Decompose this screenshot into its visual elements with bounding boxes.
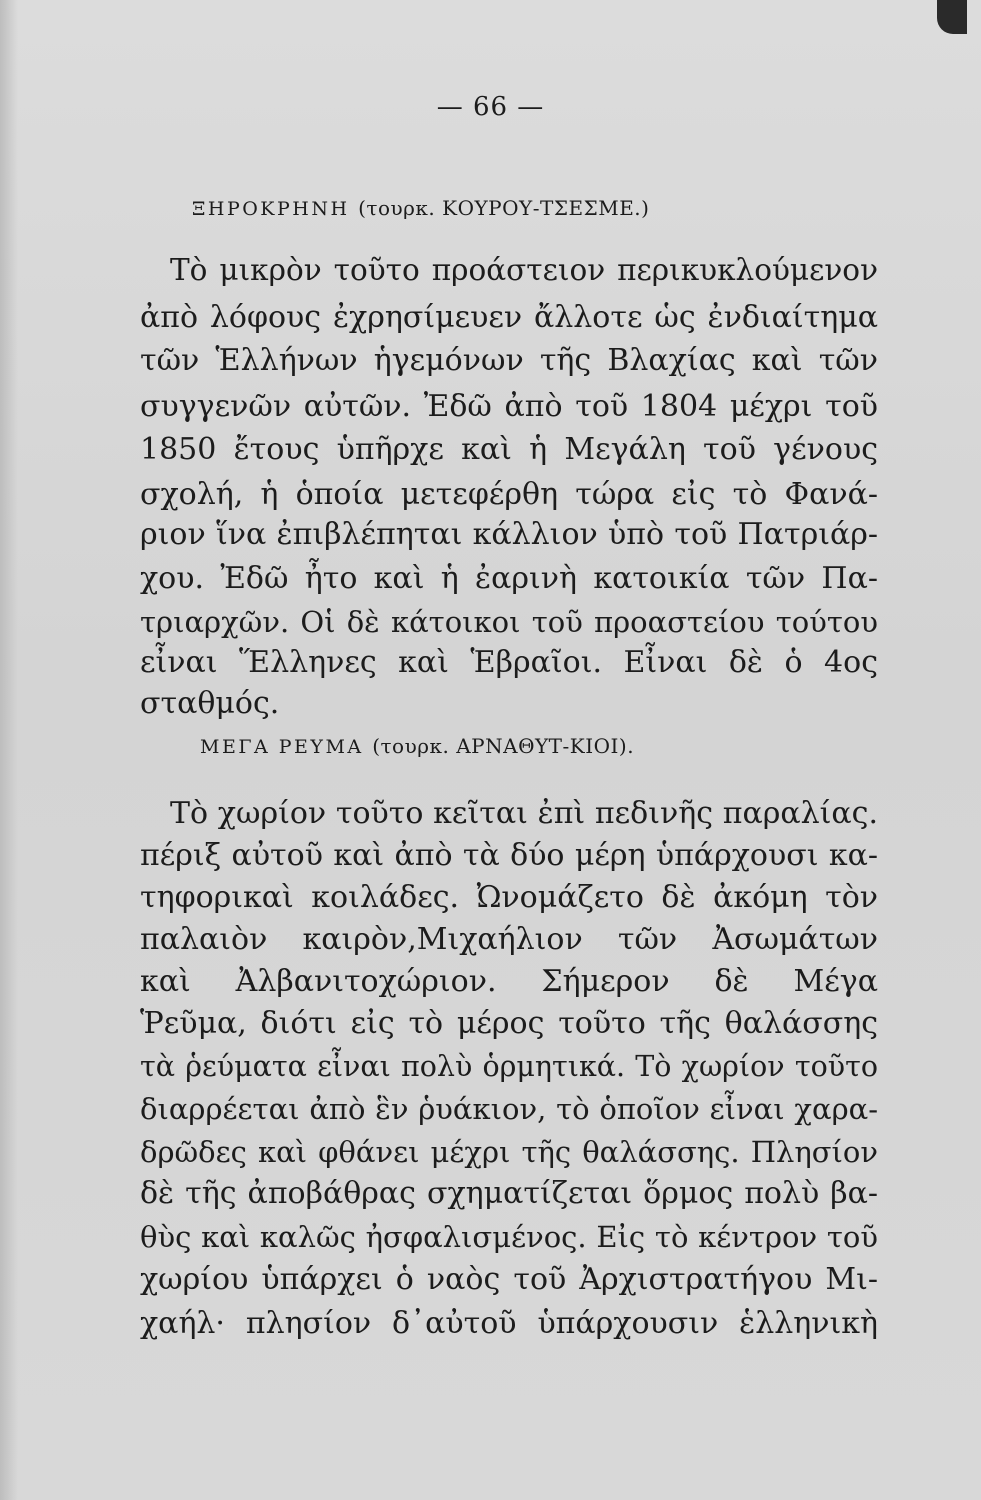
text-line: 1850 ἔτους ὑπῆρχε καὶ ἡ Μεγάλη τοῦ γένους bbox=[140, 432, 878, 467]
section-heading-subtitle: (τουρκ. ΑΡΝΑΘΥΤ-ΚΙΟΙ). bbox=[372, 734, 635, 758]
text-line: παλαιὸν καιρὸν,Μιχαήλιον τῶν Ἀσωμάτων bbox=[140, 922, 878, 957]
text-line: χαήλ· πλησίον δ᾽αὐτοῦ ὑπάρχουσιν ἑλληνικὴ bbox=[140, 1306, 878, 1341]
text-line: ριον ἵνα ἐπιβλέπηται κάλλιον ὑπὸ τοῦ Πατριάρ- bbox=[140, 517, 878, 552]
text-line: τηφορικαὶ κοιλάδες. Ὠνομάζετο δὲ ἀκόμη τὸν bbox=[140, 880, 878, 915]
text-line: πέριξ αὐτοῦ καὶ ἀπὸ τὰ δύο μέρη ὑπάρχουσι κα- bbox=[140, 838, 878, 873]
text-line: Τὸ μικρὸν τοῦτο προάστειον περικυκλούμενον bbox=[170, 253, 878, 287]
text-line: εἶναι Ἕλληνες καὶ Ἑβραῖοι. Εἶναι δὲ ὁ 4ος bbox=[140, 645, 878, 680]
corner-mark bbox=[937, 0, 967, 34]
text-line: Τὸ χωρίον τοῦτο κεῖται ἐπὶ πεδινῆς παραλίας. bbox=[170, 796, 878, 831]
section-heading-mega-revma bbox=[200, 734, 634, 758]
text-line: σχολή, ἡ ὁποία μετεφέρθη τώρα εἰς τὸ Φανά- bbox=[140, 477, 878, 512]
text-line: θὺς καὶ καλῶς ἠσφαλισμένος. Εἰς τὸ κέντρον τοῦ bbox=[140, 1220, 878, 1254]
section-heading-xirokrini bbox=[192, 196, 649, 220]
text-line: δρῶδες καὶ φθάνει μέχρι τῆς θαλάσσης. Πλησίον bbox=[140, 1135, 878, 1169]
text-line: τῶν Ἑλλήνων ἡγεμόνων τῆς Βλαχίας καὶ τῶν bbox=[140, 343, 878, 378]
text-line: τὰ ῥεύματα εἶναι πολὺ ὁρμητικά. Τὸ χωρίον τοῦτο bbox=[140, 1050, 878, 1083]
section-heading-title: ΞΗΡΟΚΡΗΝΗ bbox=[192, 198, 350, 220]
page-number: — 66 — bbox=[436, 92, 545, 122]
page-edge-shadow bbox=[0, 0, 18, 1500]
section-heading-title: ΜΕΓΑ ΡΕΥΜΑ bbox=[200, 736, 364, 758]
text-line: τριαρχῶν. Οἱ δὲ κάτοικοι τοῦ προαστείου τούτου bbox=[140, 605, 878, 639]
text-line: διαρρέεται ἀπὸ ἓν ῥυάκιον, τὸ ὁποῖον εἶναι χαρα- bbox=[140, 1092, 878, 1126]
text-line: χου. Ἐδῶ ἦτο καὶ ἡ ἐαρινὴ κατοικία τῶν Πα- bbox=[140, 561, 878, 596]
text-line: συγγενῶν αὐτῶν. Ἐδῶ ἀπὸ τοῦ 1804 μέχρι τοῦ bbox=[140, 389, 878, 424]
text-line: ἀπὸ λόφους ἐχρησίμευεν ἄλλοτε ὡς ἐνδιαίτημα bbox=[140, 300, 878, 335]
text-line: Ῥεῦμα, διότι εἰς τὸ μέρος τοῦτο τῆς θαλάσσης bbox=[140, 1006, 878, 1041]
section-heading-subtitle: (τουρκ. ΚΟΥΡΟΥ-ΤΣΕΣΜΕ.) bbox=[358, 196, 650, 220]
text-line: χωρίου ὑπάρχει ὁ ναὸς τοῦ Ἀρχιστρατήγου Μι- bbox=[140, 1262, 878, 1297]
text-line: δὲ τῆς ἀποβάθρας σχηματίζεται ὅρμος πολὺ βα- bbox=[140, 1176, 878, 1211]
text-line: σταθμός. bbox=[140, 686, 280, 721]
text-line: καὶ Ἀλβανιτοχώριον. Σήμερον δὲ Μέγα bbox=[140, 964, 878, 999]
